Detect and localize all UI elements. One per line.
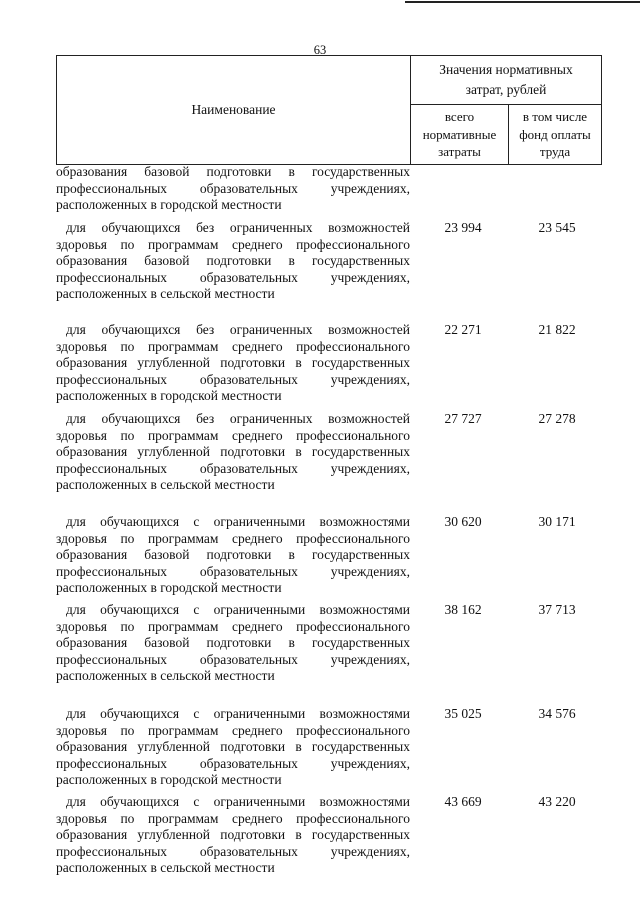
row-description: для обучающихся без ограниченных возможностей здоровья по программам среднего профессионального образования углубленной подготовки в государственных профессиональных образовательных учреждениях, расположенных в городской местности [56, 322, 410, 404]
row-wage-value: 23 545 [538, 220, 576, 235]
row-wage-value: 30 171 [538, 514, 576, 529]
header-values-group: Значения нормативных затрат, рублей [411, 56, 601, 105]
header-total-column: всего нормативные затраты [411, 105, 509, 164]
row-wage-value: 27 278 [538, 411, 576, 426]
table-header [56, 55, 602, 165]
row-total-value: 38 162 [444, 602, 482, 617]
row-total-value: 43 669 [444, 794, 482, 809]
row-description: для обучающихся с ограниченными возможностями здоровья по программам среднего профессионального образования углубленной подготовки в государственных профессиональных образовательных учреждениях, расположенных в городской местности [56, 706, 410, 788]
row-description: для обучающихся с ограниченными возможностями здоровья по программам среднего профессионального образования базовой подготовки в государственных профессиональных образовательных учреждениях, расположенных в городской местности [56, 514, 410, 596]
row-total-value: 22 271 [444, 322, 482, 337]
row-wage-value: 21 822 [538, 322, 576, 337]
header-wage-column: в том числе фонд оплаты труда [519, 109, 591, 160]
row-total-value: 30 620 [444, 514, 482, 529]
row-total-value: 27 727 [444, 411, 482, 426]
row-total-value: 35 025 [444, 706, 482, 721]
continuation-text: образования базовой подготовки в государственных профессиональных образовательных учреждениях, расположенных в городской местности [56, 164, 410, 213]
header-name-column: Наименование [57, 56, 411, 164]
row-description: для обучающихся с ограниченными возможностями здоровья по программам среднего профессионального образования базовой подготовки в государственных профессиональных образовательных учреждениях, расположенных в сельской местности [56, 602, 410, 684]
row-wage-value: 34 576 [538, 706, 576, 721]
page-edge-mark [405, 1, 640, 3]
row-description: для обучающихся без ограниченных возможностей здоровья по программам среднего профессионального образования базовой подготовки в государственных профессиональных образовательных учреждениях, расположенных в сельской местности [56, 220, 410, 302]
row-wage-value: 43 220 [538, 794, 576, 809]
row-description: для обучающихся с ограниченными возможностями здоровья по программам среднего профессионального образования углубленной подготовки в государственных профессиональных образовательных учреждениях, расположенных в сельской местности [56, 794, 410, 876]
row-description: для обучающихся без ограниченных возможностей здоровья по программам среднего профессионального образования углубленной подготовки в государственных профессиональных образовательных учреждениях, расположенных в сельской местности [56, 411, 410, 493]
row-wage-value: 37 713 [538, 602, 576, 617]
page-number: 63 [313, 43, 327, 57]
row-total-value: 23 994 [444, 220, 482, 235]
